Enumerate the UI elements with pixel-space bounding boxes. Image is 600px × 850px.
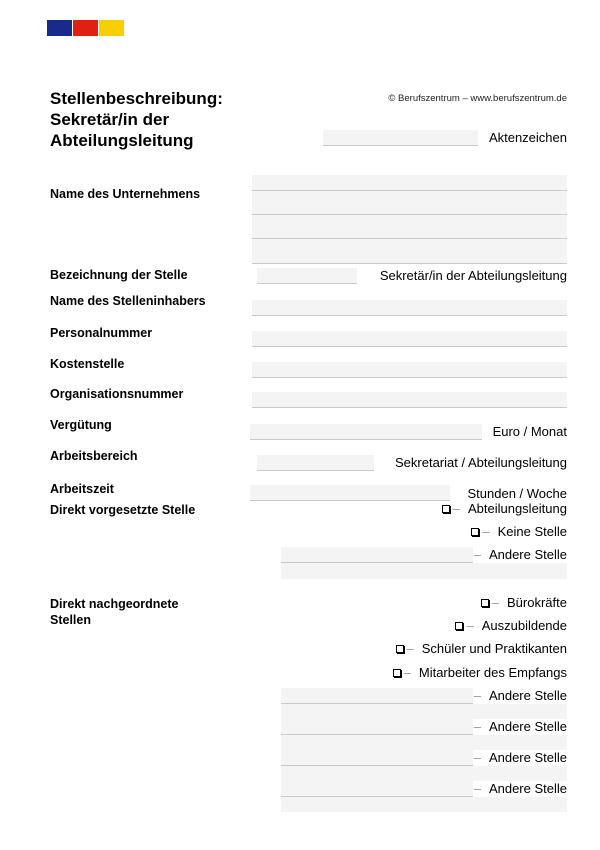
- checkbox-icon[interactable]: [471, 528, 479, 536]
- kostenstelle-input[interactable]: [252, 362, 567, 378]
- dash-separator: –: [491, 595, 500, 610]
- dash-separator: –: [473, 547, 481, 562]
- nachgeordnete-other-label: – Andere Stelle: [473, 719, 567, 734]
- nachgeordnete-other-label: – Andere Stelle: [473, 750, 567, 765]
- vorgesetzte-other-label: – Andere Stelle: [473, 547, 567, 562]
- nachgeordnete-other-extra[interactable]: [281, 797, 567, 812]
- personalnummer-input[interactable]: [252, 331, 567, 347]
- unternehmen-input[interactable]: [252, 175, 567, 264]
- dash-separator: –: [406, 641, 414, 656]
- brand-flag-yellow: [99, 20, 124, 36]
- orgnummer-label: Organisationsnummer: [50, 387, 184, 401]
- line-separator: [252, 190, 567, 191]
- inhaber-input[interactable]: [252, 300, 567, 316]
- option-label: Mitarbeiter des Empfangs: [418, 665, 567, 680]
- arbeitsbereich-label: Arbeitsbereich: [50, 449, 138, 463]
- line-separator: [252, 238, 567, 239]
- dash-separator: –: [473, 688, 481, 703]
- arbeitszeit-input[interactable]: [250, 485, 450, 501]
- vorgesetzte-other-extra[interactable]: [281, 563, 567, 579]
- arbeitszeit-unit: Stunden / Woche: [467, 486, 567, 501]
- nachgeordnete-other-input[interactable]: [281, 781, 473, 797]
- checkbox-icon[interactable]: [393, 669, 401, 677]
- option-label: Schüler und Praktikanten: [421, 641, 567, 656]
- stelle-label: Bezeichnung der Stelle: [50, 268, 188, 282]
- arbeitsbereich-value: Sekretariat / Abteilungsleitung: [395, 455, 567, 470]
- nachgeordnete-other-label: – Andere Stelle: [473, 781, 567, 796]
- aktenzeichen-input[interactable]: [323, 130, 478, 146]
- dash-separator: –: [403, 665, 411, 680]
- option-label: Bürokräfte: [507, 595, 567, 610]
- option-label: Auszubildende: [481, 618, 567, 633]
- personalnummer-label: Personalnummer: [50, 326, 153, 340]
- nachgeordnete-option[interactable]: [481, 595, 567, 610]
- nachgeordnete-other-input[interactable]: [281, 688, 473, 704]
- aktenzeichen-label: Aktenzeichen: [488, 130, 567, 145]
- inhaber-label: Name des Stelleninhabers: [50, 294, 206, 308]
- nachgeordnete-option[interactable]: [455, 618, 567, 633]
- option-label: Keine Stelle: [497, 524, 567, 539]
- nachgeordnete-label: Direkt nachgeordnete Stellen: [50, 597, 179, 627]
- vorgesetzte-option[interactable]: [471, 524, 567, 539]
- checkbox-icon[interactable]: [481, 599, 489, 607]
- checkbox-icon[interactable]: [442, 505, 450, 513]
- checkbox-icon[interactable]: [396, 645, 404, 653]
- unternehmen-label: Name des Unternehmens: [50, 187, 201, 201]
- stelle-value: Sekretär/in der Abteilungsleitung: [379, 268, 567, 283]
- dash-separator: –: [482, 524, 490, 539]
- option-label: Abteilungsleitung: [467, 501, 567, 516]
- checkbox-icon[interactable]: [455, 622, 463, 630]
- dash-separator: –: [473, 750, 481, 765]
- nachgeordnete-option[interactable]: [393, 665, 567, 680]
- nachgeordnete-other-label: – Andere Stelle: [473, 688, 567, 703]
- vorgesetzte-other-input[interactable]: [281, 547, 473, 563]
- nachgeordnete-other-extra[interactable]: [281, 704, 567, 719]
- arbeitsbereich-input[interactable]: [257, 455, 374, 471]
- dash-separator: –: [452, 501, 460, 516]
- nachgeordnete-other-input[interactable]: [281, 719, 473, 735]
- verguetung-label: Vergütung: [50, 418, 112, 432]
- stelle-input[interactable]: [257, 268, 357, 284]
- dash-separator: –: [473, 781, 481, 796]
- copyright-notice: © Berufszentrum – www.berufszentrum.de: [388, 93, 567, 104]
- brand-flag-red: [73, 20, 98, 36]
- verguetung-input[interactable]: [250, 424, 482, 440]
- nachgeordnete-other-extra[interactable]: [281, 735, 567, 750]
- verguetung-unit: Euro / Monat: [492, 424, 567, 439]
- brand-flag-blue: [47, 20, 72, 36]
- nachgeordnete-option[interactable]: [396, 641, 568, 656]
- vorgesetzte-label: Direkt vorgesetzte Stelle: [50, 503, 196, 517]
- vorgesetzte-option[interactable]: [442, 501, 567, 516]
- kostenstelle-label: Kostenstelle: [50, 357, 125, 371]
- page-title: Stellenbeschreibung: Sekretär/in der Abteilungsleitung: [50, 89, 223, 150]
- nachgeordnete-other-extra[interactable]: [281, 766, 567, 781]
- arbeitszeit-label: Arbeitszeit: [50, 482, 114, 496]
- nachgeordnete-other-input[interactable]: [281, 750, 473, 766]
- orgnummer-input[interactable]: [252, 392, 567, 408]
- dash-separator: –: [466, 618, 474, 633]
- dash-separator: –: [473, 719, 481, 734]
- line-separator: [252, 214, 567, 215]
